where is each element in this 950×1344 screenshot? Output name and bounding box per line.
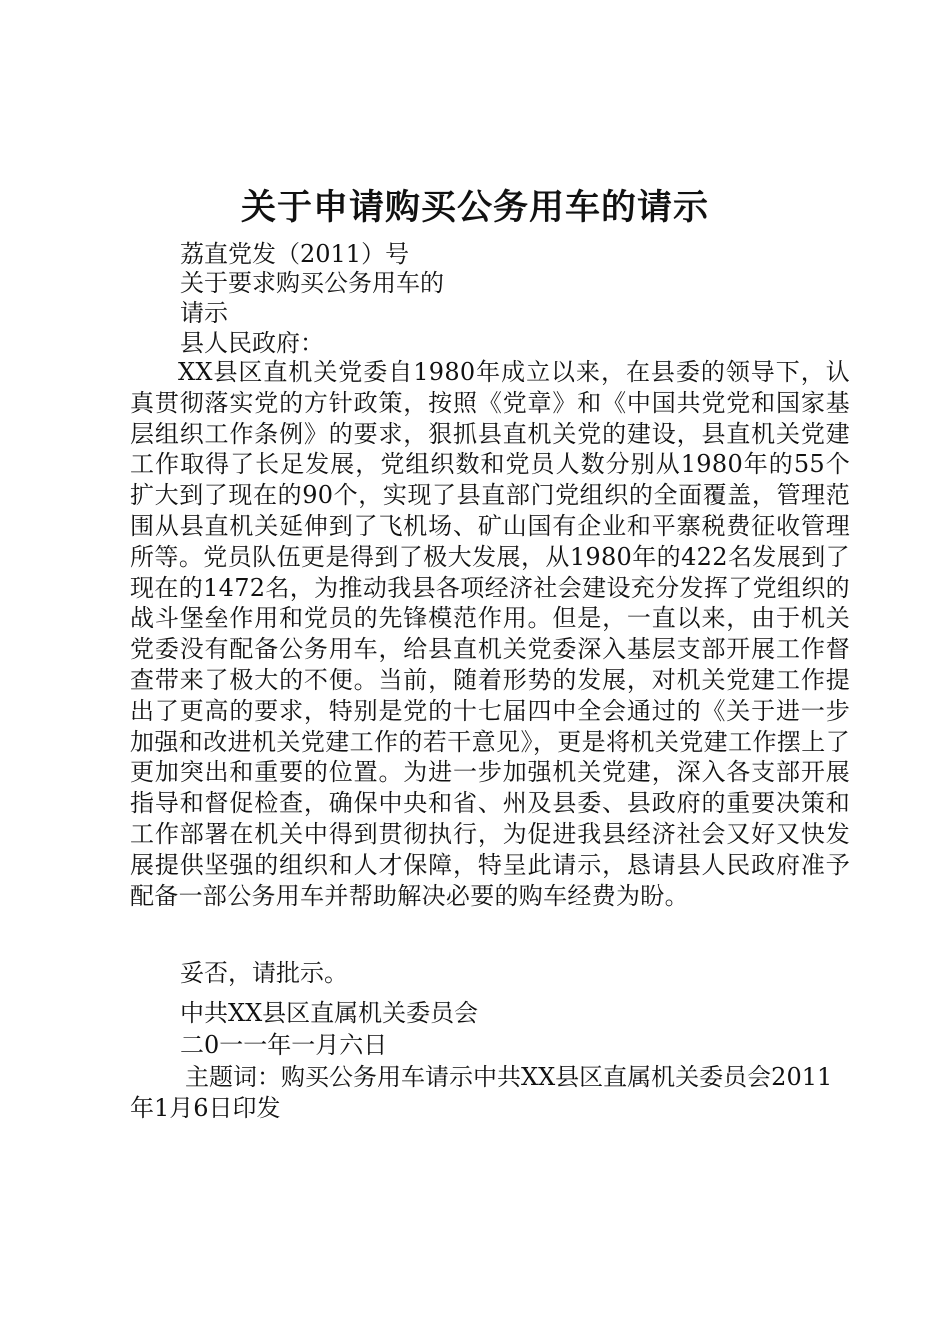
heading-line-1: 关于要求购买公务用车的 [180, 269, 444, 297]
body-paragraph: XX县区直机关党委自1980年成立以来，在县委的领导下，认真贯彻落实党的方针政策，按照《党章》和《中国共党党和国家基层组织工作条例》的要求，狠抓县直机关党的建设，县直机关党建工作取得了长足发展，党组织数和党员人数分别从1980年的55个扩大到了现在的90个，实现了县直部门党组织的全面覆盖，管理范围从县直机关延伸到了飞机场、矿山国有企业和平寨税费征收管理所等。党员队伍更是得到了极大发展，从1980年的422名发展到了现在的1472名，为推动我县各项经济社会建设充分发挥了党组织的战斗堡垒作用和党员的先锋模范作用。但是，一直以来，由于机关党委没有配备公务用车，给县直机关党委深入基层支部开展工作督查带来了极大的不便。当前，随着形势的发展，对机关党建工作提出了更高的要求，特别是党的十七届四中全会通过的《关于进一步加强和改进机关党建工作的若干意见》，更是将机关党建工作摆上了更加突出和重要的位置。为进一步加强机关党建，深入各支部开展指导和督促检查，确保中央和省、州及县委、县政府的重要决策和工作部署在机关中得到贯彻执行，为促进我县经济社会又好又快发展提供坚强的组织和人才保障，特呈此请示，恳请县人民政府准予配备一部公务用车并帮助解决必要的购车经费为盼。 [130, 358, 850, 910]
addressee: 县人民政府： [180, 329, 324, 357]
subject-line: 主题词：购买公务用车请示中共XX县区直属机关委员会2011年1月6日印发 [130, 1063, 833, 1122]
document-date: 二0一一年一月六日 [180, 1031, 388, 1059]
signatory: 中共XX县区直属机关委员会 [180, 999, 479, 1027]
document-number: 荔直党发（2011）号 [180, 240, 410, 268]
closing-line: 妥否，请批示。 [180, 959, 348, 987]
document-title: 关于申请购买公务用车的请示 [240, 188, 709, 228]
heading-line-2: 请示 [180, 299, 228, 327]
